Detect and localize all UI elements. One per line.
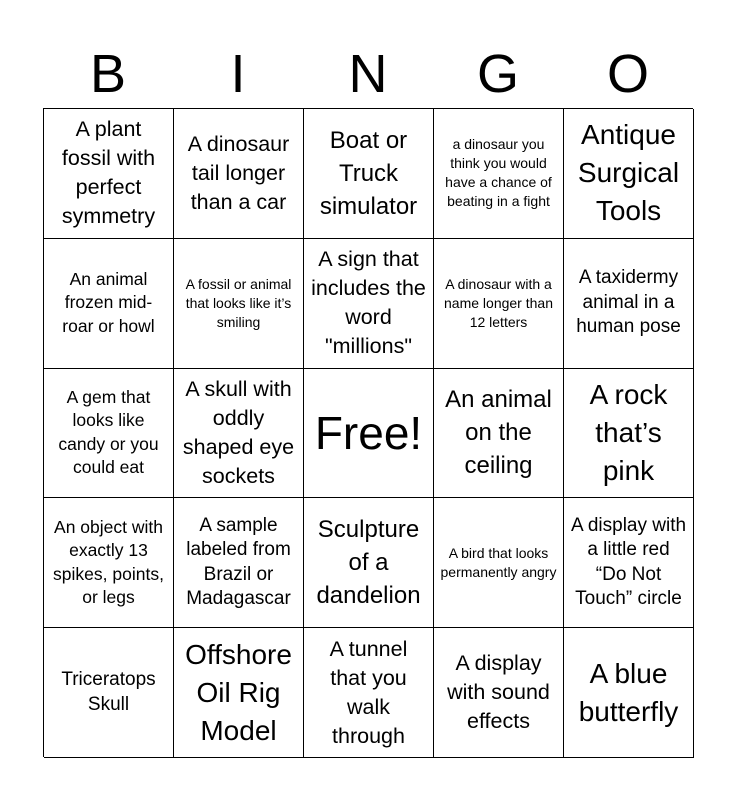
cell-text: a dinosaur you think you would have a chance of beating in a fight [445,136,552,210]
cell-text: A dinosaur tail longer than a car [187,131,290,214]
bingo-cell[interactable] [304,498,434,628]
header-letter-i: I [230,44,246,104]
bingo-cell[interactable] [44,628,174,758]
cell-text: A plant fossil with perfect symmetry [61,117,156,229]
bingo-cell[interactable] [174,498,304,628]
cell-text: An object with exactly 13 spikes, points, or legs [53,516,164,608]
bingo-cell[interactable] [434,628,564,758]
bingo-cell[interactable] [434,498,564,628]
bingo-cell[interactable] [174,369,304,499]
bingo-cell[interactable] [434,109,564,239]
bingo-cell[interactable] [174,628,304,758]
bingo-cell[interactable] [434,369,564,499]
cell-text: A display with sound effects [447,651,550,734]
header-letter-n: N [348,44,388,104]
bingo-grid [43,108,693,757]
bingo-cell[interactable] [434,239,564,369]
bingo-cell[interactable] [44,109,174,239]
cell-text: Antique Surgical Tools [577,119,680,227]
bingo-cell[interactable] [564,239,694,369]
header-letter-b: B [89,44,127,104]
header-letter-g: G [476,44,519,104]
bingo-cell[interactable] [174,109,304,239]
bingo-cell[interactable] [44,239,174,369]
cell-text: A sign that includes the word "millions" [311,247,426,359]
bingo-cell[interactable] [564,498,694,628]
cell-text: A dinosaur with a name longer than 12 letters [444,275,553,330]
bingo-cell[interactable] [44,369,174,499]
cell-text: Boat or Truck simulator [319,126,418,220]
cell-text: A fossil or animal that looks like it’s smiling [185,275,292,330]
free-space-text: Free! [314,406,423,459]
cell-text: A bird that looks permanently angry [440,544,557,580]
cell-text: A blue butterfly [578,657,679,727]
cell-text: A skull with oddly shaped eye sockets [182,376,295,488]
bingo-cell[interactable] [564,369,694,499]
bingo-cell[interactable] [304,239,434,369]
header-letter-o: O [606,44,649,104]
cell-text: Triceratops Skull [61,669,156,715]
cell-text: A rock that’s pink [589,378,668,486]
bingo-cell[interactable] [304,628,434,758]
cell-text: An animal on the ceiling [445,386,552,480]
bingo-header [43,40,693,108]
cell-text: A display with a little red “Do Not Touch” circle [570,514,687,610]
bingo-cell[interactable] [44,498,174,628]
cell-text: A taxidermy animal in a human pose [576,267,681,338]
cell-text: A sample labeled from Brazil or Madagascar [186,514,291,610]
bingo-cell[interactable] [564,628,694,758]
cell-text: Sculpture of a dandelion [316,516,421,610]
bingo-cell[interactable] [174,239,304,369]
cell-text: An animal frozen mid-roar or howl [62,268,155,336]
cell-text: A gem that looks like candy or you could eat [58,386,159,478]
bingo-cell[interactable] [564,109,694,239]
cell-text: Offshore Oil Rig Model [185,638,292,746]
cell-text: A tunnel that you walk through [329,636,408,748]
free-space[interactable] [304,369,434,499]
bingo-cell[interactable] [304,109,434,239]
